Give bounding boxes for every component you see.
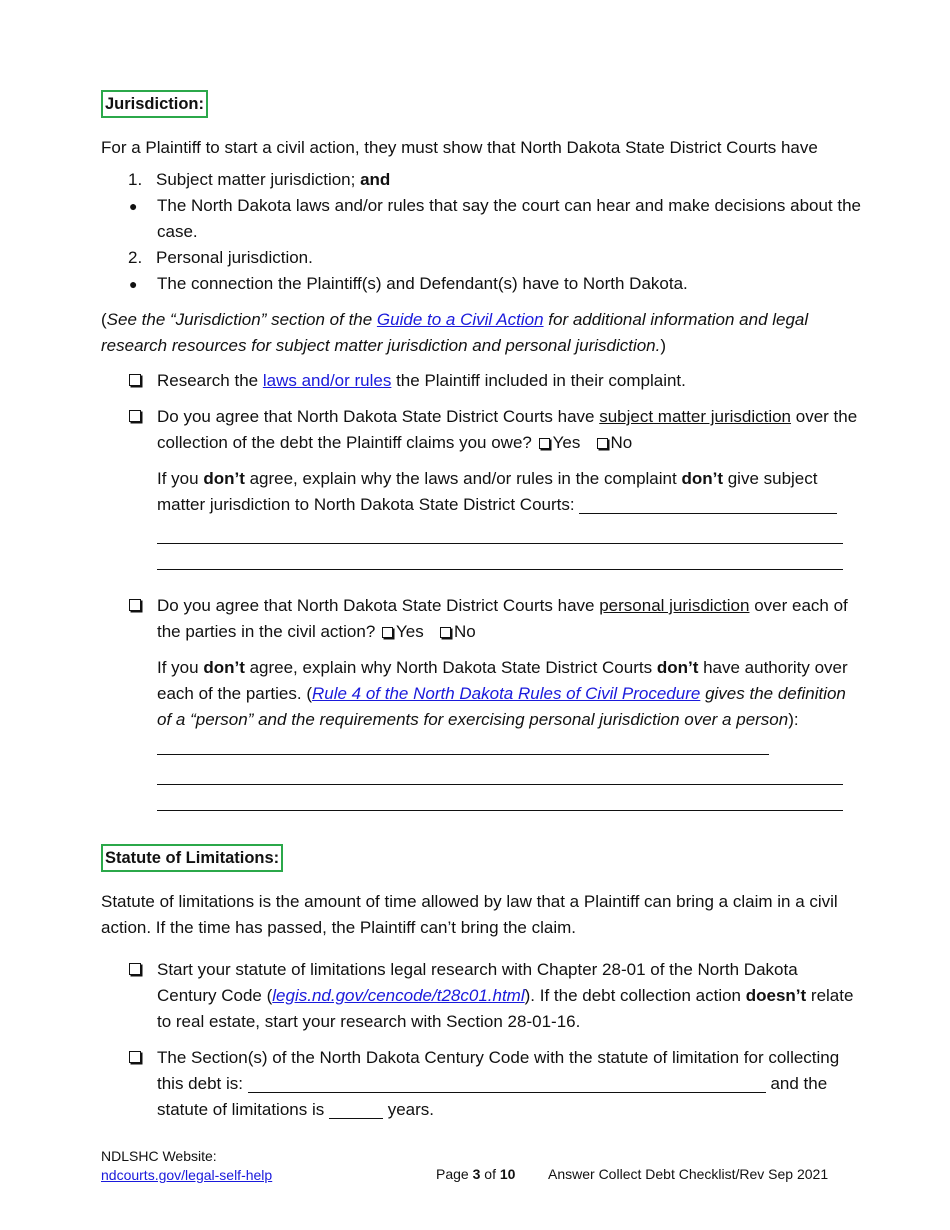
laws-rules-link[interactable]: laws and/or rules [262, 371, 392, 390]
checkbox-icon[interactable] [129, 963, 141, 975]
guide-civil-action-link[interactable]: Guide to a Civil Action [376, 310, 544, 329]
statute-heading: Statute of Limitations: [101, 844, 283, 872]
footer-site-label: NDLSHC Website: [101, 1148, 217, 1164]
footer-site-link[interactable]: ndcourts.gov/legal-self-help [101, 1167, 273, 1183]
no-checkbox[interactable] [597, 438, 608, 449]
checkbox-icon[interactable] [129, 599, 141, 611]
yes-checkbox[interactable] [539, 438, 550, 449]
answer-blank[interactable] [157, 736, 769, 755]
bullet-text: The connection the Plaintiff(s) and Defendant(s) have to North Dakota. [157, 274, 688, 293]
answer-line[interactable] [157, 785, 843, 811]
answer-line[interactable] [157, 518, 843, 544]
page-number: Page 3 of 10 [436, 1166, 516, 1182]
list-text: Subject matter jurisdiction; [156, 170, 361, 189]
list-number: 1. [128, 170, 143, 189]
bullet-text: The North Dakota laws and/or rules that say the court can hear and make decisions about the case. [157, 196, 862, 241]
checkbox-icon[interactable] [129, 374, 141, 386]
years-blank[interactable] [329, 1100, 383, 1119]
checkbox-icon[interactable] [129, 1051, 141, 1063]
checklist-item-section: The Section(s) of the North Dakota Century Code with the statute of limitation for collecting this debt is: and the statute of limitations is years. [101, 1045, 861, 1123]
list-item [101, 245, 861, 297]
no-checkbox[interactable] [440, 627, 451, 638]
checklist-item-personal: Do you agree that North Dakota State District Courts have personal jurisdiction over each of the parties in the civil action? Yes No [101, 593, 861, 645]
cencode-link[interactable]: legis.nd.gov/cencode/t28c01.html [272, 986, 525, 1005]
list-number: 2. [128, 248, 143, 267]
list-item [101, 167, 861, 245]
jurisdiction-list [101, 167, 861, 297]
checklist-item-subject-matter: Do you agree that North Dakota State District Courts have subject matter jurisdiction over the collection of the debt the Plaintiff claims you owe? Yes No [101, 404, 861, 456]
see-note: (See the “Jurisdiction” section of the Guide to a Civil Action for additional information and legal research resources for subject matter jurisdiction and personal jurisdiction.) [101, 310, 809, 355]
page-footer [101, 1147, 861, 1185]
checkbox-icon[interactable] [129, 410, 141, 422]
bullet-item [101, 271, 861, 297]
yes-checkbox[interactable] [382, 627, 393, 638]
pj-explain: If you don’t agree, explain why North Dakota State District Courts don’t have authority over each of the parties. (Rule 4 of the North Dakota Rules of Civil Procedure gives the definition of a “person” and the requirements for exercising personal jurisdiction over a person): [101, 655, 861, 759]
statute-intro: Statute of limitations is the amount of time allowed by law that a Plaintiff can bring a claim in a civil action. If the time has passed, the Plaintiff can’t bring the claim. [101, 892, 838, 937]
rule-4-link[interactable]: Rule 4 of the North Dakota Rules of Civil Procedure [311, 684, 701, 703]
doc-revision: Answer Collect Debt Checklist/Rev Sep 2021 [548, 1166, 829, 1182]
list-bold: and [360, 170, 391, 189]
document-page [101, 90, 861, 1123]
jurisdiction-intro: For a Plaintiff to start a civil action, they must show that North Dakota State District Courts have [101, 138, 818, 157]
list-text: Personal jurisdiction. [156, 248, 313, 267]
bullet-icon: ● [129, 198, 138, 214]
bullet-icon: ● [129, 276, 138, 292]
checklist-item-start-research: Start your statute of limitations legal research with Chapter 28-01 of the North Dakota Century Code (legis.nd.gov/cencode/t28c01.html). If the debt collection action doesn’t relate to real estate, start your research with Section 28-01-16. [101, 957, 861, 1035]
section-blank[interactable] [248, 1074, 766, 1093]
answer-blank[interactable] [579, 495, 837, 514]
jurisdiction-heading: Jurisdiction: [101, 90, 208, 118]
smj-explain: If you don’t agree, explain why the laws and/or rules in the complaint don’t give subject matter jurisdiction to North Dakota State District Courts: [101, 466, 861, 518]
answer-line[interactable] [157, 544, 843, 570]
checklist-item-research: Research the laws and/or rules the Plaintiff included in their complaint. [101, 368, 861, 394]
bullet-item [101, 193, 861, 245]
answer-line[interactable] [157, 759, 843, 785]
